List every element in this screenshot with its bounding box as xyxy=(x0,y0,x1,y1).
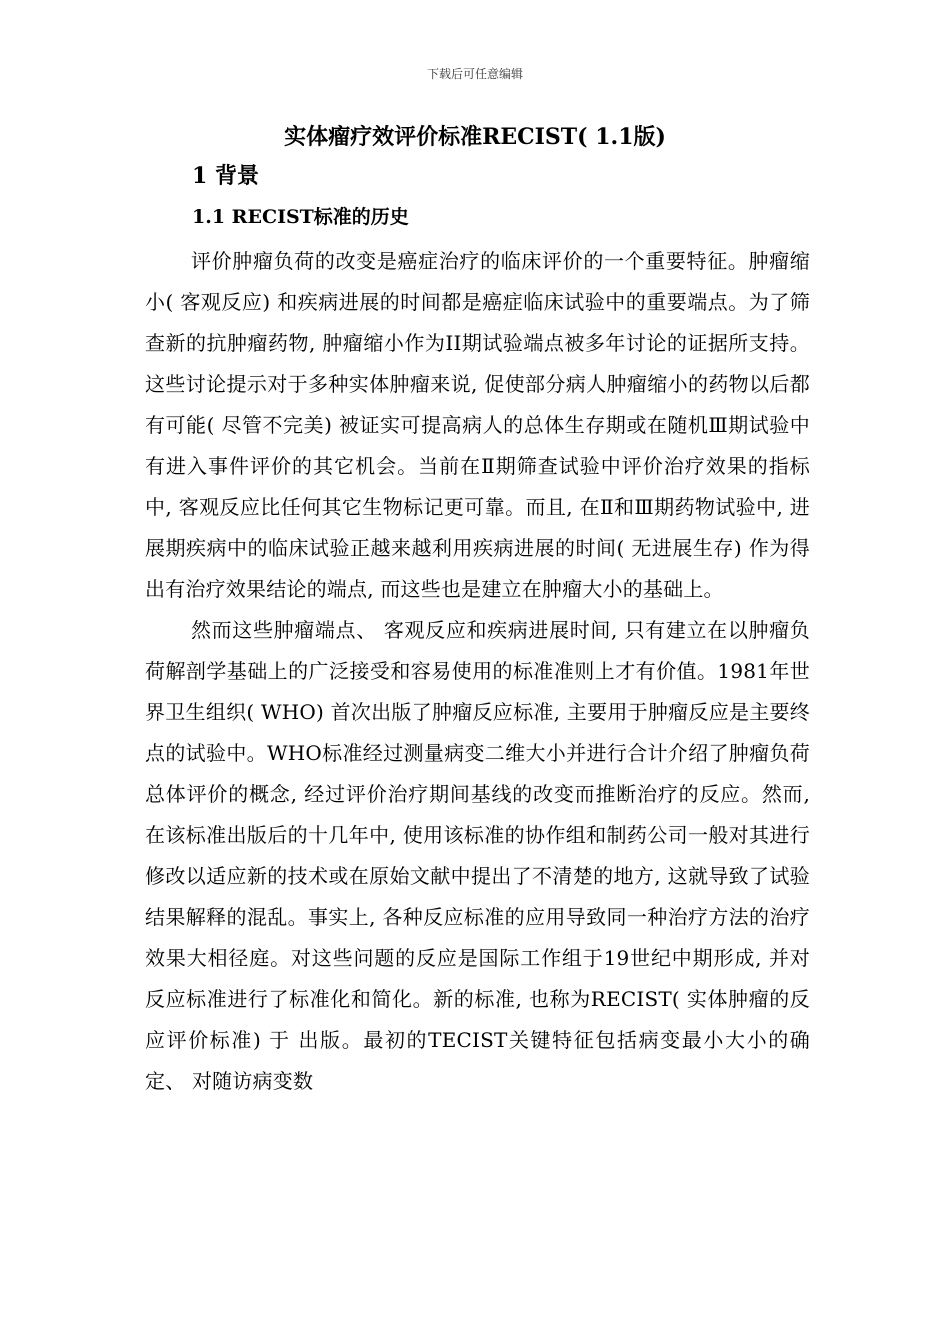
document-title: 实体瘤疗效评价标准RECIST( 1.1版) xyxy=(284,124,666,150)
body-text xyxy=(145,241,810,1102)
paragraph-1: 评价肿瘤负荷的改变是癌症治疗的临床评价的一个重要特征。肿瘤缩小( 客观反应) 和疾病进展的时间都是癌症临床试验中的重要端点。为了筛查新的抗肿瘤药物, 肿瘤缩小作为II期试验端点被多年讨论的证据所支持。这些讨论提示对于多种实体肿瘤来说, 促使部分病人肿瘤缩小的药物以后都有可能( 尽管不完美) 被证实可提高病人的总体生存期或在随机Ⅲ期试验中有进入事件评价的其它机会。当前在Ⅱ期筛查试验中评价治疗效果的指标中, 客观反应比任何其它生物标记更可靠。而且, 在Ⅱ和Ⅲ期药物试验中, 进展期疾病中的临床试验正越来越利用疾病进展的时间( 无进展生存) 作为得出有治疗效果结论的端点, 而这些也是建立在肿瘤大小的基础上。 xyxy=(145,249,810,601)
subsection-heading: 1.1 RECIST标准的历史 xyxy=(192,206,409,228)
paragraph-2: 然而这些肿瘤端点、 客观反应和疾病进展时间, 只有建立在以肿瘤负荷解剖学基础上的广泛接受和容易使用的标准准则上才有价值。1981年世界卫生组织( WHO) 首次出版了肿瘤反应标准, 主要用于肿瘤反应是主要终点的试验中。WHO标准经过测量病变二维大小并进行合计介绍了肿瘤负荷总体评价的概念, 经过评价治疗期间基线的改变而推断治疗的反应。然而, 在该标准出版后的十几年中, 使用该标准的协作组和制药公司一般对其进行修改以适应新的技术或在原始文献中提出了不清楚的地方, 这就导致了试验结果解释的混乱。事实上, 各种反应标准的应用导致同一种治疗方法的治疗效果大相径庭。对这些问题的反应是国际工作组于19世纪中期形成, 并对反应标准进行了标准化和简化。新的标准, 也称为RECIST( 实体肿瘤的反应评价标准) 于 出版。最初的TECIST关键特征包括病变最小大小的确定、 对随访病变数 xyxy=(145,618,810,1093)
section-heading: 1 背景 xyxy=(192,163,259,189)
header-note: 下载后可任意编辑 xyxy=(426,67,523,81)
